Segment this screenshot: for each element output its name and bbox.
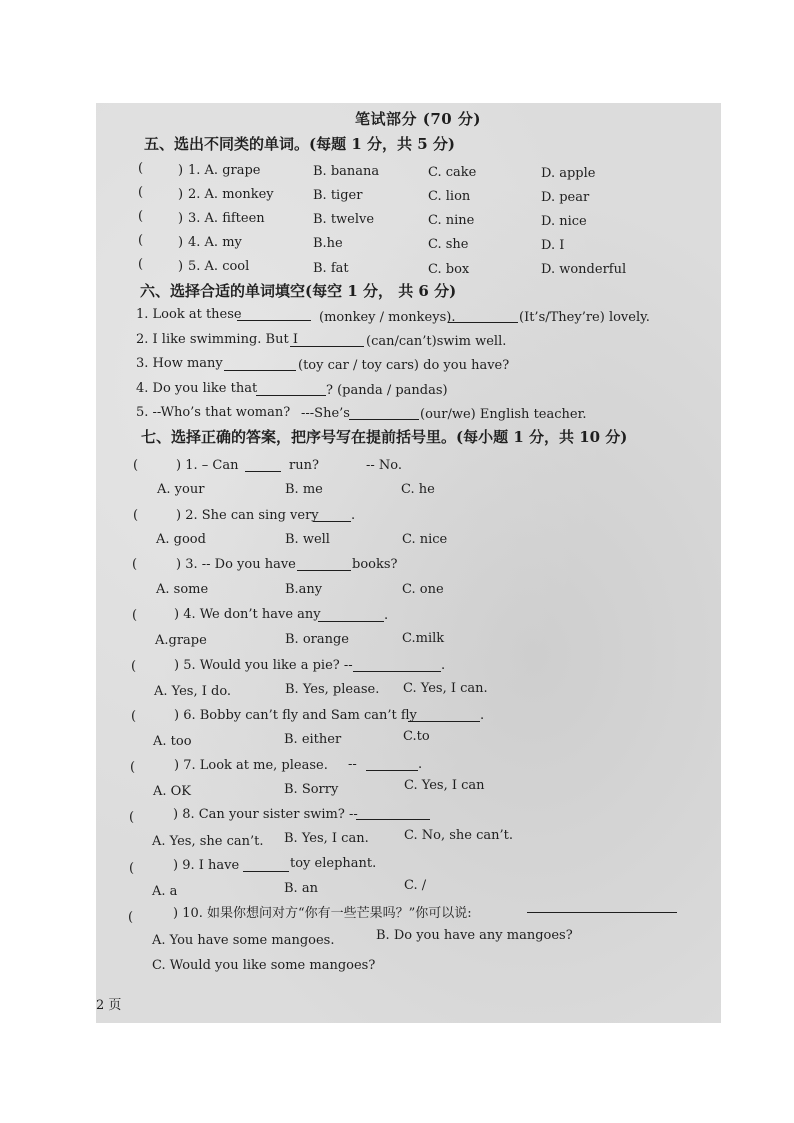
- answer-paren-open[interactable]: (: [131, 659, 137, 674]
- option-c: C. she: [428, 237, 469, 252]
- option-a: 1. A. grape: [188, 163, 261, 178]
- fill-blank[interactable]: [243, 859, 289, 872]
- option-a: A. too: [153, 734, 192, 749]
- option-a: 5. A. cool: [188, 259, 250, 274]
- section-7-heading: 七、选择正确的答案，把序号写在提前括号里。(每小题 1 分，共 10 分): [141, 428, 628, 446]
- option-b: B.he: [313, 236, 343, 251]
- option-b: B. fat: [313, 261, 349, 276]
- answer-paren-open[interactable]: (: [138, 161, 144, 176]
- question-stem: --: [348, 757, 357, 772]
- fill-blank[interactable]: [408, 709, 480, 722]
- option-a: A. some: [156, 582, 209, 597]
- option-c: C. lion: [428, 189, 471, 204]
- question-stem: ) 7. Look at me, please.: [174, 758, 328, 773]
- section-6-heading: 六、选择合适的单词填空(每空 1 分， 共 6 分): [140, 282, 457, 300]
- option-b: B. tiger: [313, 188, 363, 203]
- question-stem: .: [351, 508, 356, 523]
- option-a: 2. A. monkey: [188, 187, 274, 202]
- fill-blank[interactable]: [256, 383, 326, 396]
- fill-stem: 2. I like swimming. But I: [136, 332, 298, 347]
- question-stem: .: [480, 708, 485, 723]
- option-c: C. Yes, I can.: [403, 681, 488, 696]
- option-b: B. me: [285, 482, 323, 497]
- option-c: C. one: [402, 582, 444, 597]
- option-a: A. a: [152, 884, 178, 899]
- question-stem: ) 4. We don’t have any: [174, 607, 321, 622]
- option-c: C. cake: [428, 165, 477, 180]
- fill-blank[interactable]: [527, 900, 677, 913]
- option-b: B. well: [285, 532, 330, 547]
- question-stem: run?: [289, 458, 319, 473]
- fill-blank[interactable]: [366, 758, 418, 771]
- fill-hint: ? (panda / pandas): [326, 383, 448, 398]
- answer-paren-open[interactable]: (: [130, 760, 136, 775]
- option-c: C. /: [404, 878, 427, 893]
- question-stem: -- No.: [366, 458, 403, 473]
- answer-paren-open[interactable]: (: [129, 810, 135, 825]
- question-stem: ): [178, 187, 184, 202]
- answer-paren-open[interactable]: (: [133, 508, 139, 523]
- question-stem: ): [178, 235, 184, 250]
- fill-hint: ---She’s: [301, 406, 350, 421]
- option-c: C.to: [403, 729, 430, 744]
- question-stem: .: [418, 757, 423, 772]
- option-a: A. Yes, I do.: [154, 684, 232, 699]
- fill-blank[interactable]: [349, 407, 419, 420]
- option-d: D. I: [541, 238, 565, 253]
- fill-blank[interactable]: [297, 558, 351, 571]
- answer-paren-open[interactable]: (: [131, 709, 137, 724]
- option-a: A.grape: [155, 633, 207, 648]
- option-b: B. banana: [313, 164, 380, 179]
- option-b: B. either: [284, 732, 342, 747]
- option-a: A. OK: [153, 784, 192, 799]
- option-b: B. an: [284, 881, 318, 896]
- option-a: 3. A. fifteen: [188, 211, 265, 226]
- option-c: C. he: [401, 482, 435, 497]
- option-c: C.milk: [402, 631, 445, 646]
- option-c: C. nice: [402, 532, 448, 547]
- answer-paren-open[interactable]: (: [132, 557, 138, 572]
- option-c: C. nine: [428, 213, 475, 228]
- answer-paren-open[interactable]: (: [138, 185, 144, 200]
- fill-hint: (It’s/They’re) lovely.: [519, 310, 650, 325]
- answer-paren-open[interactable]: (: [133, 458, 139, 473]
- fill-blank[interactable]: [353, 659, 441, 672]
- option-a: A. You have some mangoes.: [152, 933, 335, 948]
- fill-blank[interactable]: [356, 807, 430, 820]
- option-a: 4. A. my: [188, 235, 242, 250]
- option-c: C. box: [428, 262, 470, 277]
- fill-blank[interactable]: [313, 509, 351, 522]
- option-c: C. Yes, I can: [404, 778, 485, 793]
- question-stem: ) 3. -- Do you have: [176, 557, 296, 572]
- option-c: C. Would you like some mangoes?: [152, 958, 376, 973]
- fill-blank[interactable]: [237, 308, 311, 321]
- option-b: B. Do you have any mangoes?: [376, 928, 573, 943]
- fill-stem: 1. Look at these: [136, 307, 242, 322]
- option-a: A. your: [157, 482, 205, 497]
- fill-stem: 4. Do you like that: [136, 381, 258, 396]
- fill-blank[interactable]: [224, 358, 296, 371]
- option-d: D. wonderful: [541, 262, 627, 277]
- option-b: B. twelve: [313, 212, 375, 227]
- fill-stem: 5. --Who’s that woman?: [136, 405, 291, 420]
- fill-blank[interactable]: [245, 459, 281, 472]
- question-stem: .: [441, 658, 446, 673]
- option-c: C. No, she can’t.: [404, 828, 513, 843]
- answer-paren-open[interactable]: (: [132, 608, 138, 623]
- option-b: B.any: [285, 582, 323, 597]
- fill-hint: (can/can’t)swim well.: [366, 334, 507, 349]
- question-stem: ): [178, 259, 184, 274]
- question-stem: ) 6. Bobby can’t fly and Sam can’t fly: [174, 708, 417, 723]
- fill-stem: 3. How many: [136, 356, 223, 371]
- answer-paren-open[interactable]: (: [138, 209, 144, 224]
- option-d: D. pear: [541, 190, 590, 205]
- question-stem: books?: [352, 557, 398, 572]
- question-stem: ) 1. – Can: [176, 458, 239, 473]
- option-b: B. orange: [285, 632, 349, 647]
- option-d: D. nice: [541, 214, 587, 229]
- fill-hint: (toy car / toy cars) do you have?: [298, 358, 510, 373]
- question-stem: ): [178, 163, 184, 178]
- page-number: 2 页: [96, 998, 122, 1013]
- fill-blank[interactable]: [318, 609, 384, 622]
- option-b: B. Yes, please.: [285, 682, 380, 697]
- answer-paren-open[interactable]: (: [138, 233, 144, 248]
- question-stem: ) 8. Can your sister swim? --: [173, 807, 358, 822]
- question-stem: ) 10. 如果你想问对方“你有一些芒果吗？”你可以说:: [173, 906, 472, 921]
- option-b: B. Sorry: [284, 782, 339, 797]
- option-d: D. apple: [541, 166, 596, 181]
- section-5-heading: 五、选出不同类的单词。(每题 1 分，共 5 分): [144, 135, 455, 153]
- question-stem: .: [384, 608, 389, 623]
- option-b: B. Yes, I can.: [284, 831, 369, 846]
- option-a: A. good: [156, 532, 206, 547]
- question-stem: ) 9. I have: [173, 858, 240, 873]
- option-a: A. Yes, she can’t.: [152, 834, 264, 849]
- answer-paren-open[interactable]: (: [128, 910, 134, 925]
- fill-blank[interactable]: [290, 334, 364, 347]
- question-stem: ) 2. She can sing very: [176, 508, 319, 523]
- answer-paren-open[interactable]: (: [129, 861, 135, 876]
- answer-paren-open[interactable]: (: [138, 257, 144, 272]
- fill-blank[interactable]: [448, 310, 518, 323]
- fill-hint: (monkey / monkeys).: [319, 310, 456, 325]
- page-title: 笔试部分 (70 分): [355, 110, 482, 128]
- question-stem: toy elephant.: [290, 856, 377, 871]
- fill-hint: (our/we) English teacher.: [420, 407, 587, 422]
- question-stem: ) 5. Would you like a pie? --: [174, 658, 353, 673]
- question-stem: ): [178, 211, 184, 226]
